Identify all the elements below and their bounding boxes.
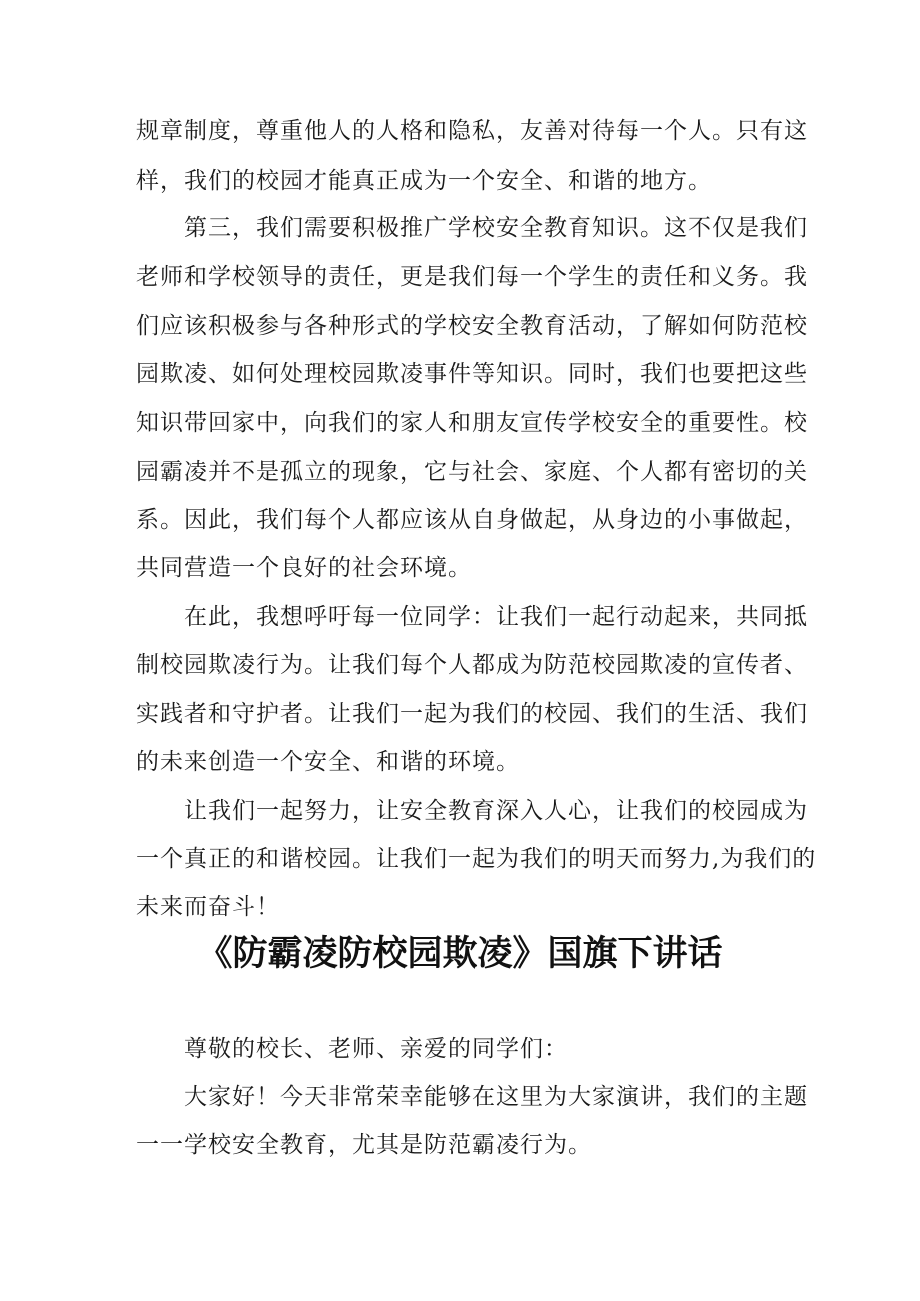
paragraph-line: 规章制度，尊重他人的人格和隐私，友善对待每一个人。只有这 bbox=[136, 118, 808, 144]
paragraph-line: 老师和学校领导的责任，更是我们每一个学生的责任和义务。我 bbox=[136, 264, 808, 290]
paragraph-line: 在此，我想呼吁每一位同学：让我们一起行动起来，共同抵 bbox=[184, 604, 808, 630]
paragraph-line: 未来而奋斗！ bbox=[136, 894, 280, 920]
paragraph-line: 们应该积极参与各种形式的学校安全教育活动，了解如何防范校 bbox=[136, 313, 808, 339]
paragraph-line: 大家好！今天非常荣幸能够在这里为大家演讲，我们的主题 bbox=[184, 1084, 808, 1110]
paragraph-line: 实践者和守护者。让我们一起为我们的校园、我们的生活、我们 bbox=[136, 701, 808, 727]
paragraph-line: 的未来创造一个安全、和谐的环境。 bbox=[136, 749, 520, 775]
paragraph-line: 共同营造一个良好的社会环境。 bbox=[136, 555, 472, 581]
paragraph-line: 一一学校安全教育，尤其是防范霸凌行为。 bbox=[136, 1132, 592, 1158]
paragraph-line: 让我们一起努力，让安全教育深入人心，让我们的校园成为 bbox=[184, 798, 808, 824]
paragraph-line: 园欺凌、如何处理校园欺凌事件等知识。同时，我们也要把这些 bbox=[136, 361, 808, 387]
paragraph-line: 知识带回家中，向我们的家人和朋友宣传学校安全的重要性。校 bbox=[136, 410, 808, 436]
paragraph-line: 制校园欺凌行为。让我们每个人都成为防范校园欺凌的宣传者、 bbox=[136, 652, 808, 678]
salutation-line: 尊敬的校长、老师、亲爱的同学们： bbox=[184, 1036, 568, 1062]
paragraph-line: 园霸凌并不是孤立的现象，它与社会、家庭、个人都有密切的关 bbox=[136, 459, 808, 485]
paragraph-line: 第三，我们需要积极推广学校安全教育知识。这不仅是我们 bbox=[184, 215, 808, 241]
paragraph-line: 一个真正的和谐校园。让我们一起为我们的明天而努力,为我们的 bbox=[136, 846, 817, 872]
paragraph-line: 系。因此，我们每个人都应该从自身做起，从身边的小事做起， bbox=[136, 507, 808, 533]
document-title: 《防霸凌防校园欺凌》国旗下讲话 bbox=[197, 934, 723, 974]
paragraph-line: 样，我们的校园才能真正成为一个安全、和谐的地方。 bbox=[136, 168, 712, 194]
